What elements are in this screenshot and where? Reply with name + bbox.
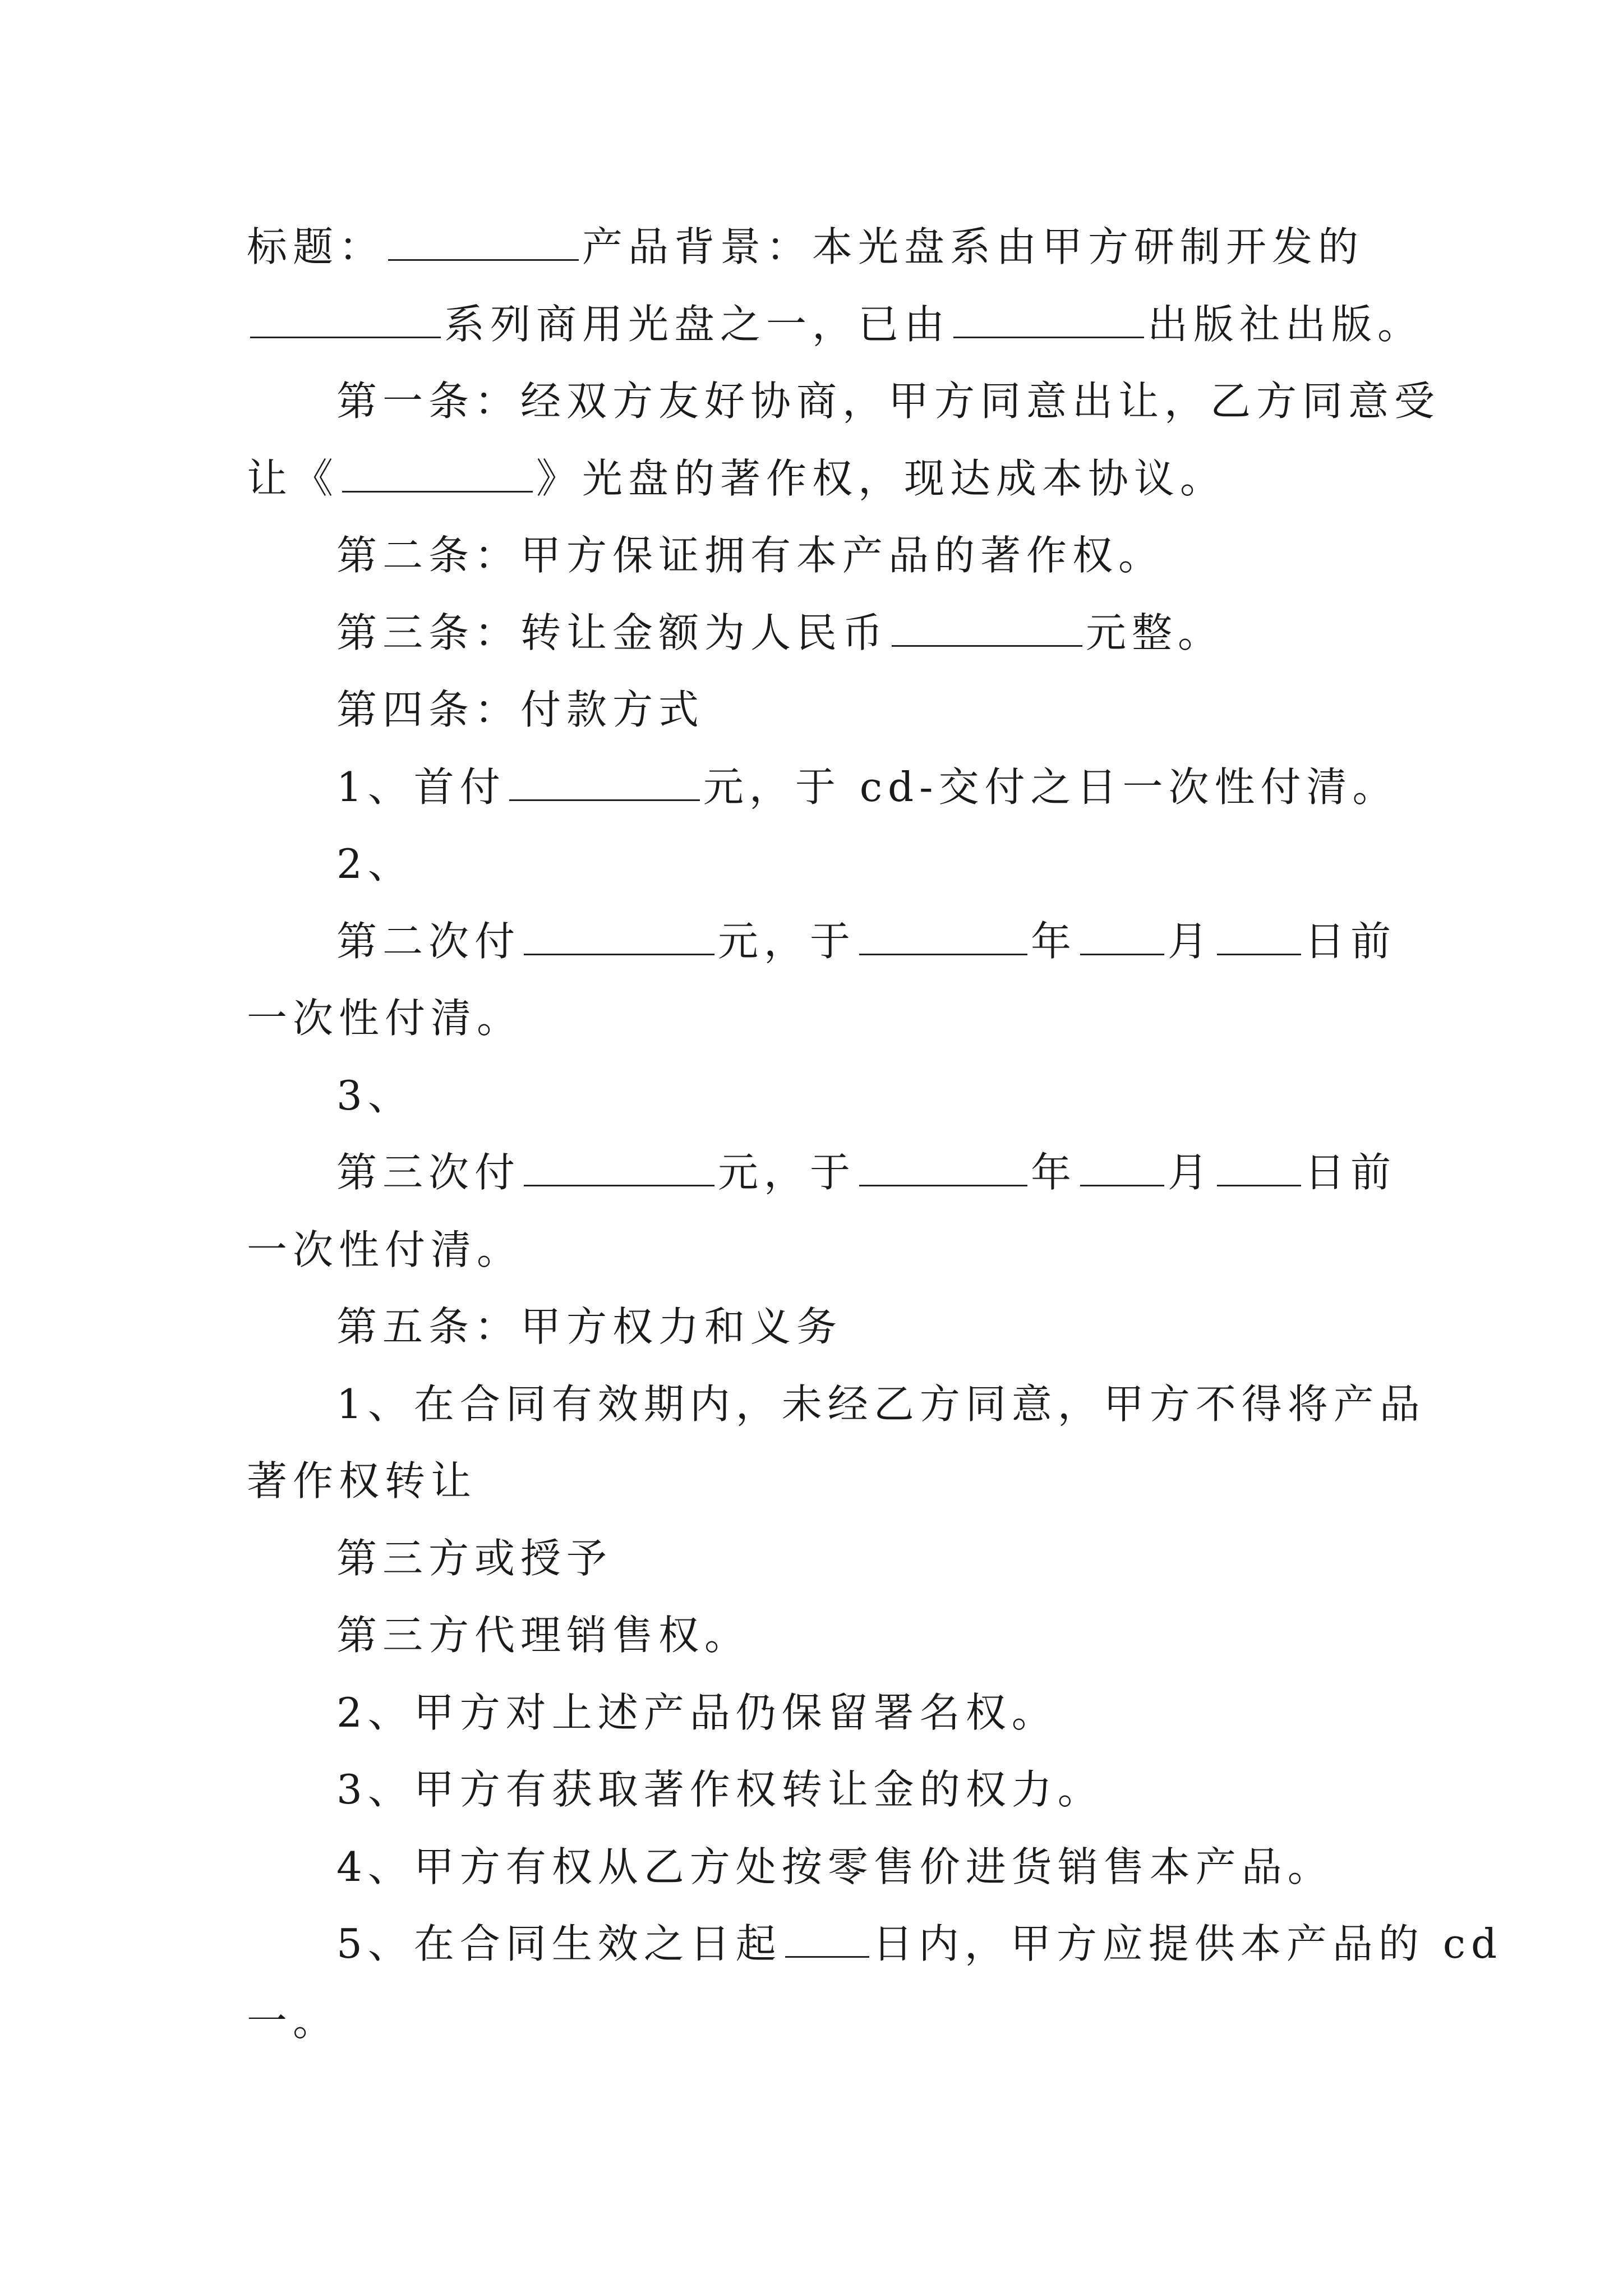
fill-in-blank xyxy=(509,765,700,801)
text-line xyxy=(336,1525,612,1592)
text-segment: 一次性付清。 xyxy=(247,995,523,1042)
fill-in-blank xyxy=(785,1921,869,1958)
text-line xyxy=(336,1833,1334,1901)
text-line xyxy=(336,1293,842,1360)
text-segment: 第五条：甲方权力和义务 xyxy=(336,1303,843,1350)
text-line xyxy=(336,1910,1502,1977)
text-line xyxy=(336,1062,414,1129)
text-segment: 3、 xyxy=(336,1071,414,1119)
text-segment: 年 xyxy=(1031,1149,1077,1196)
text-segment: 第四条：付款方式 xyxy=(336,686,705,733)
text-line xyxy=(336,830,414,898)
text-line xyxy=(336,1756,1104,1823)
fill-in-blank xyxy=(953,302,1144,338)
text-line xyxy=(336,1679,1058,1746)
text-segment: 》光盘的著作权，现达成本协议。 xyxy=(536,454,1227,502)
text-line xyxy=(247,1987,339,2055)
text-segment: 1、在合同有效期内，未经乙方同意，甲方不得将产品 xyxy=(336,1380,1426,1428)
text-segment: 产品背景：本光盘系由甲方研制开发的 xyxy=(582,223,1364,270)
fill-in-blank xyxy=(859,919,1027,955)
text-segment: 第二次付 xyxy=(336,917,521,965)
text-line xyxy=(336,1602,750,1669)
text-segment: 年 xyxy=(1031,917,1077,965)
text-line xyxy=(336,753,1398,821)
text-segment: 第三条：转让金额为人民币 xyxy=(336,609,889,656)
text-segment: 4、甲方有权从乙方处按零售价进货销售本产品。 xyxy=(336,1843,1334,1890)
text-segment: 第三方或授予 xyxy=(336,1534,613,1582)
text-segment: 第二条：甲方保证拥有本产品的著作权。 xyxy=(336,532,1165,579)
text-segment: 一次性付清。 xyxy=(247,1226,523,1273)
text-segment: 出版社出版。 xyxy=(1147,300,1424,348)
text-segment: 标题： xyxy=(247,223,385,270)
text-segment: 日前 xyxy=(1304,917,1397,965)
text-line xyxy=(247,1216,523,1283)
text-segment: 系列商用光盘之一，已由 xyxy=(444,300,951,348)
text-line xyxy=(336,599,1224,666)
text-line xyxy=(336,676,704,743)
text-segment: 元，于 xyxy=(718,917,856,965)
text-line xyxy=(247,213,1364,280)
fill-in-blank xyxy=(250,302,441,338)
fill-in-blank xyxy=(859,1150,1027,1186)
text-segment: 著作权转让 xyxy=(247,1457,477,1504)
text-segment: 第三次付 xyxy=(336,1149,521,1196)
text-segment: 月 xyxy=(1168,1149,1214,1196)
text-segment: 第一条：经双方友好协商，甲方同意出让，乙方同意受 xyxy=(336,378,1441,425)
text-segment: 5、在合同生效之日起 xyxy=(336,1920,782,1967)
text-line xyxy=(247,445,1226,512)
text-segment: 3、甲方有获取著作权转让金的权力。 xyxy=(336,1766,1104,1813)
fill-in-blank xyxy=(1080,1150,1164,1186)
fill-in-blank xyxy=(524,1150,714,1186)
fill-in-blank xyxy=(1080,919,1164,955)
text-line xyxy=(336,367,1440,435)
fill-in-blank xyxy=(342,456,533,493)
text-segment: 日前 xyxy=(1304,1149,1397,1196)
text-segment: 元整。 xyxy=(1086,609,1224,656)
text-segment: 让《 xyxy=(247,454,339,502)
text-line xyxy=(336,908,1396,975)
text-segment: 2、甲方对上述产品仍保留署名权。 xyxy=(336,1688,1058,1736)
fill-in-blank xyxy=(1217,1150,1301,1186)
text-segment: 日内，甲方应提供本产品的 cd xyxy=(872,1920,1503,1967)
text-segment: 第三方代理销售权。 xyxy=(336,1612,751,1659)
fill-in-blank xyxy=(524,919,714,955)
text-line xyxy=(247,1447,477,1515)
text-line xyxy=(247,291,1423,358)
text-line xyxy=(336,1139,1396,1206)
text-segment: 1、首付 xyxy=(336,763,506,811)
text-segment: 2、 xyxy=(336,840,414,887)
text-segment: 元，于 xyxy=(718,1149,856,1196)
text-line xyxy=(336,522,1164,589)
fill-in-blank xyxy=(1217,919,1301,955)
text-segment: 一。 xyxy=(247,1997,339,2045)
text-segment: 月 xyxy=(1168,917,1214,965)
fill-in-blank xyxy=(892,610,1082,647)
fill-in-blank xyxy=(388,224,579,261)
text-line xyxy=(247,984,523,1052)
text-line xyxy=(336,1370,1426,1438)
text-segment: 元，于 cd-交付之日一次性付清。 xyxy=(703,763,1399,811)
